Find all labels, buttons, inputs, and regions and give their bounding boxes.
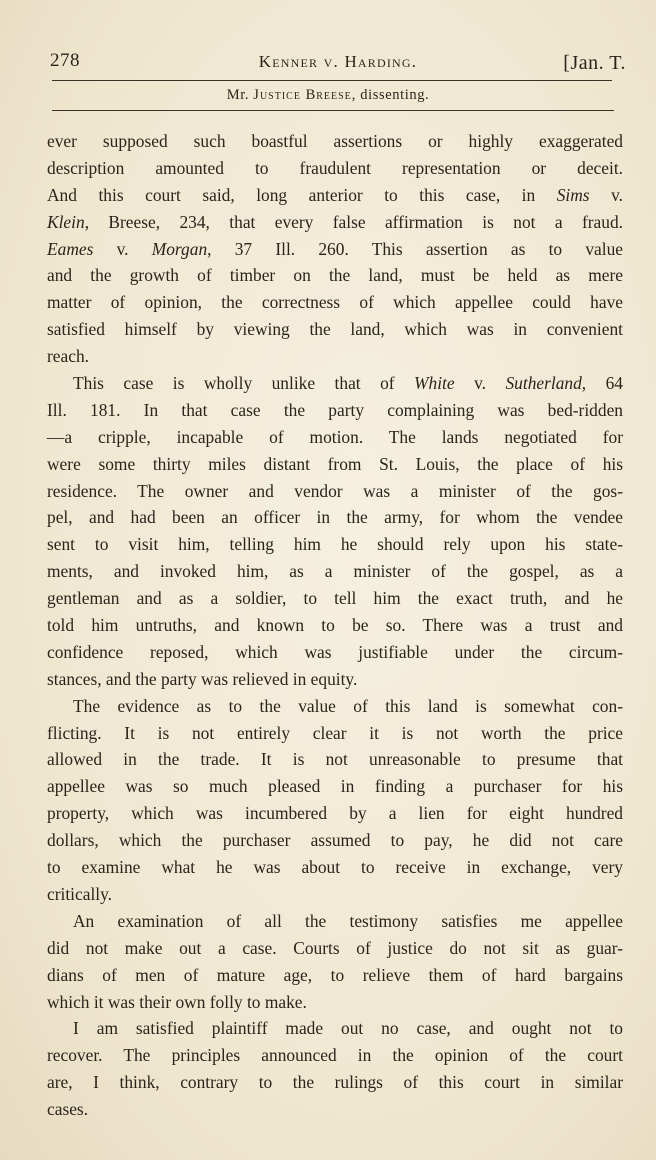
text-line: [47, 209, 623, 236]
text-line: [47, 343, 623, 370]
case-citation-name: Eames: [47, 238, 94, 259]
subhead-justice: Justice Breese: [253, 87, 352, 103]
text-line: [47, 639, 623, 666]
text-line: [47, 1015, 623, 1042]
text-line: [47, 155, 623, 182]
line-text: confidence reposed, which was justifiable under the circum-: [47, 641, 623, 662]
text-line: [47, 451, 623, 478]
text-line: [47, 935, 623, 962]
text-line: [47, 800, 623, 827]
text-line: [47, 558, 623, 585]
line-text: , Breese, 234, that every false affirmation is not a fraud.: [84, 211, 623, 232]
line-text: pel, and had been an officer in the army, for whom the vendee: [47, 507, 623, 528]
text-line: [47, 424, 623, 451]
line-text: flicting. It is not entirely clear it is not worth the price: [47, 722, 623, 743]
line-text: critically.: [47, 883, 113, 904]
text-line: [47, 962, 623, 989]
line-text: appellee was so much pleased in finding a purchaser for his: [47, 776, 623, 797]
text-line: [47, 1096, 623, 1123]
subhead-suffix: , dissenting.: [351, 87, 430, 103]
line-text: stances, and the party was relieved in equity.: [47, 668, 358, 689]
line-text: An examination of all the testimony satisfies me appellee: [73, 910, 623, 931]
line-text: were some thirty miles distant from St. Louis, the place of his: [47, 453, 623, 474]
text-line: [47, 585, 623, 612]
line-text: cases.: [47, 1099, 89, 1120]
text-line: [47, 989, 623, 1016]
term-label: [Jan. T.: [563, 52, 626, 74]
line-text: ever supposed such boastful assertions or highly exaggerated: [47, 131, 623, 151]
text-line: [47, 720, 623, 747]
text-line: [47, 854, 623, 881]
text-line: [47, 128, 623, 155]
text-line: [47, 666, 623, 693]
line-text: v.: [454, 373, 506, 394]
opinion-body-text: [47, 128, 623, 1123]
text-line: [47, 504, 623, 531]
running-head: [50, 44, 626, 78]
line-text: allowed in the trade. It is not unreasonable to presume that: [47, 749, 623, 770]
text-line: [47, 881, 623, 908]
case-citation-name: White: [414, 373, 455, 394]
line-text: property, which was incumbered by a lien for eight hundred: [47, 803, 623, 824]
text-line: [47, 693, 623, 720]
case-citation-name: Sutherland: [505, 373, 582, 394]
line-text: , 37 Ill. 260. This assertion as to value: [207, 238, 624, 259]
text-line: [47, 531, 623, 558]
text-line: [47, 908, 623, 935]
line-text: ments, and invoked him, as a minister of the gospel, as a: [47, 561, 623, 582]
text-line: [47, 478, 623, 505]
text-line: [47, 370, 623, 397]
line-text: to examine what he was about to receive in exchange, very: [47, 857, 623, 878]
line-text: description amounted to fraudulent representation or deceit.: [47, 157, 623, 178]
line-text: are, I think, contrary to the rulings of this court in similar: [47, 1072, 623, 1093]
header-rule-top: [52, 80, 612, 81]
line-text: , 64: [581, 373, 623, 394]
line-text: matter of opinion, the correctness of which appellee could have: [47, 292, 623, 313]
text-line: [47, 236, 623, 263]
line-text: reach.: [47, 346, 89, 367]
text-line: [47, 773, 623, 800]
text-line: [47, 612, 623, 639]
line-text: sent to visit him, telling him he should rely upon his state-: [47, 534, 623, 555]
line-text: satisfied himself by viewing the land, which was in convenient: [47, 319, 623, 340]
line-text: did not make out a case. Courts of justice do not sit as guar-: [47, 937, 623, 958]
line-text: gentleman and as a soldier, to tell him the exact truth, and he: [47, 588, 623, 609]
line-text: v.: [93, 238, 152, 259]
line-text: residence. The owner and vendor was a minister of the gos-: [47, 480, 623, 501]
text-line: [47, 289, 623, 316]
page-number: 278: [50, 50, 80, 71]
opinion-subhead: [0, 87, 656, 104]
line-text: I am satisfied plaintiff made out no case, and ought not to: [73, 1018, 623, 1039]
text-line: [47, 182, 623, 209]
text-line: [47, 262, 623, 289]
text-line: [47, 827, 623, 854]
line-text: told him untruths, and known to be so. There was a trust and: [47, 615, 623, 636]
text-line: [47, 397, 623, 424]
subhead-prefix: Mr.: [226, 87, 254, 103]
line-text: dollars, which the purchaser assumed to pay, he did not care: [47, 830, 623, 851]
line-text: —a cripple, incapable of motion. The lands negotiated for: [47, 426, 623, 447]
header-rule-bottom: [52, 110, 614, 111]
line-text: The evidence as to the value of this land is somewhat con-: [73, 695, 623, 716]
line-text: And this court said, long anterior to this case, in: [47, 184, 557, 205]
text-line: [47, 1042, 623, 1069]
line-text: and the growth of timber on the land, must be held as mere: [47, 265, 623, 286]
line-text: This case is wholly unlike that of: [73, 373, 415, 394]
text-line: [47, 316, 623, 343]
text-line: [47, 746, 623, 773]
text-line: [47, 1069, 623, 1096]
line-text: dians of men of mature age, to relieve them of hard bargains: [47, 964, 623, 985]
line-text: recover. The principles announced in the opinion of the court: [47, 1045, 623, 1066]
case-title: Kenner v. Harding.: [258, 52, 418, 71]
case-citation-name: Sims: [556, 184, 590, 205]
case-citation-name: Morgan: [151, 238, 208, 259]
line-text: v.: [589, 184, 624, 205]
line-text: which it was their own folly to make.: [47, 991, 307, 1012]
case-citation-name: Klein: [47, 211, 85, 232]
line-text: Ill. 181. In that case the party complaining was bed-ridden: [47, 399, 623, 420]
